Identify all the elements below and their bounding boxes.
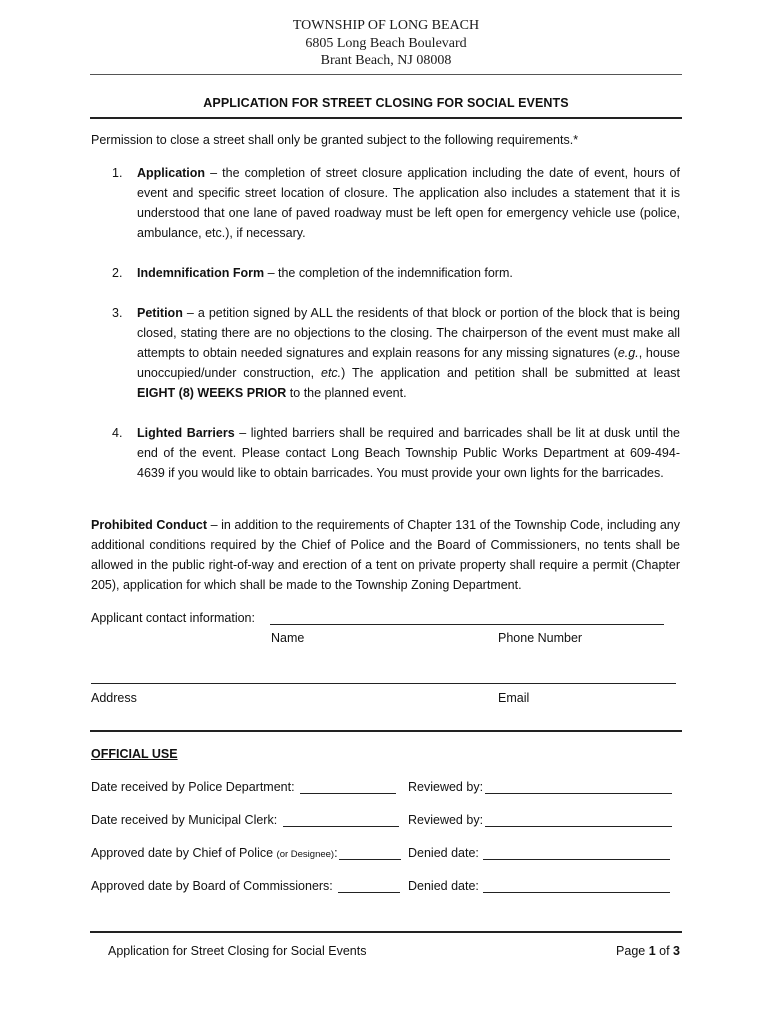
prohibited-conduct bbox=[91, 515, 680, 595]
title-divider bbox=[90, 117, 682, 119]
requirement-number: 4. bbox=[112, 426, 123, 440]
reviewed-by-label: Reviewed by: bbox=[408, 813, 484, 827]
requirement-heading: Lighted Barriers bbox=[137, 426, 235, 440]
chief-approved-label bbox=[91, 843, 338, 865]
requirement-lighted-barriers bbox=[112, 423, 680, 483]
requirement-text: – the completion of street closure application including the date of event, hours of event and specific street location of closure. The application also includes a statement that it is understood that one lane of paved roadway must be left open for emergency vehicle use (police, ambulance, etc.), if necessary. bbox=[137, 166, 680, 240]
requirement-text: – a petition signed by ALL the residents of that block or portion of the block that is being closed, stating there are no objections to the closing. The chairperson of the event must make all attempts to obtain needed signatures and explain reasons for any missing signatures ( bbox=[137, 306, 680, 360]
police-reviewed-field[interactable] bbox=[485, 793, 672, 794]
requirement-text-italic: e.g. bbox=[617, 346, 639, 360]
header-divider bbox=[90, 74, 682, 75]
phone-label: Phone Number bbox=[498, 631, 583, 645]
intro-text: Permission to close a street shall only be granted subject to the following requirements.* bbox=[91, 133, 579, 147]
board-approved-label: Approved date by Board of Commissioners: bbox=[91, 879, 333, 893]
police-received-label: Date received by Police Department: bbox=[91, 780, 295, 794]
name-phone-field[interactable] bbox=[270, 624, 664, 625]
requirement-heading: Indemnification Form bbox=[137, 266, 265, 280]
reviewed-by-label: Reviewed by: bbox=[408, 780, 484, 794]
requirement-number: 1. bbox=[112, 166, 123, 180]
prohibited-text: – in addition to the requirements of Chapter 131 of the Township Code, including any additional conditions required by the Chief of Police and the Board of Commissioners, no tents shall be allowed in the public right-of-way and erection of a tent on private property shall require a permit (Chapter 205), application for which shall be made to the Township Zoning Department. bbox=[91, 518, 680, 592]
footer-divider bbox=[90, 931, 682, 933]
requirement-indemnification bbox=[112, 263, 680, 283]
requirement-text: – lighted barriers shall be required and barricades shall be lit at dusk until the end of the event. Please contact Long Beach Township Public Works Department at 609-494-4639 if you would like to obtain barricades. You must provide your own lights for the barricades. bbox=[137, 426, 681, 480]
page-indicator bbox=[616, 944, 680, 958]
designee-note: (or Designee) bbox=[276, 849, 335, 860]
chief-denied-field[interactable] bbox=[483, 859, 670, 860]
official-use-heading: OFFICIAL USE bbox=[91, 747, 178, 761]
label-colon: : bbox=[334, 846, 338, 860]
contact-label: Applicant contact information: bbox=[91, 611, 255, 625]
address-label: Address bbox=[91, 691, 137, 705]
requirement-text: – the completion of the indemnification form. bbox=[264, 266, 513, 280]
requirement-number: 3. bbox=[112, 306, 123, 320]
official-divider bbox=[90, 730, 682, 732]
page-total: 3 bbox=[673, 944, 680, 958]
requirement-text: to the planned event. bbox=[286, 386, 407, 400]
page-word: Page bbox=[616, 944, 649, 958]
deadline-emphasis: EIGHT (8) WEEKS PRIOR bbox=[137, 386, 287, 400]
clerk-received-label: Date received by Municipal Clerk: bbox=[91, 813, 278, 827]
township-name: TOWNSHIP OF LONG BEACH bbox=[292, 18, 480, 33]
form-title: APPLICATION FOR STREET CLOSING FOR SOCIAL EVENTS bbox=[203, 96, 569, 110]
page-number: 1 bbox=[648, 944, 656, 958]
board-denied-field[interactable] bbox=[483, 892, 670, 893]
footer-title: Application for Street Closing for Social Events bbox=[108, 944, 367, 958]
chief-approved-text: Approved date by Chief of Police bbox=[91, 846, 277, 860]
requirement-text: ) The application and petition shall be submitted at least bbox=[341, 366, 681, 380]
board-approved-field[interactable] bbox=[338, 892, 400, 893]
requirement-heading: Application bbox=[137, 166, 206, 180]
requirement-number: 2. bbox=[112, 266, 123, 280]
township-city: Brant Beach, NJ 08008 bbox=[320, 53, 452, 68]
requirement-heading: Petition bbox=[137, 306, 183, 320]
chief-approved-field[interactable] bbox=[339, 859, 401, 860]
prohibited-heading: Prohibited Conduct bbox=[91, 518, 208, 532]
clerk-reviewed-field[interactable] bbox=[485, 826, 672, 827]
requirement-petition bbox=[112, 303, 680, 403]
requirement-text: , house unoccupied/under construction, bbox=[137, 346, 680, 380]
email-label: Email bbox=[498, 691, 530, 705]
address-email-field[interactable] bbox=[91, 683, 676, 684]
requirement-text-italic: etc. bbox=[321, 366, 342, 380]
clerk-received-field[interactable] bbox=[283, 826, 399, 827]
of-word: of bbox=[655, 944, 674, 958]
denied-date-label: Denied date: bbox=[408, 846, 479, 860]
police-received-field[interactable] bbox=[300, 793, 396, 794]
denied-date-label: Denied date: bbox=[408, 879, 479, 893]
township-address: 6805 Long Beach Boulevard bbox=[305, 36, 467, 51]
name-label: Name bbox=[271, 631, 305, 645]
requirement-application bbox=[112, 163, 680, 243]
